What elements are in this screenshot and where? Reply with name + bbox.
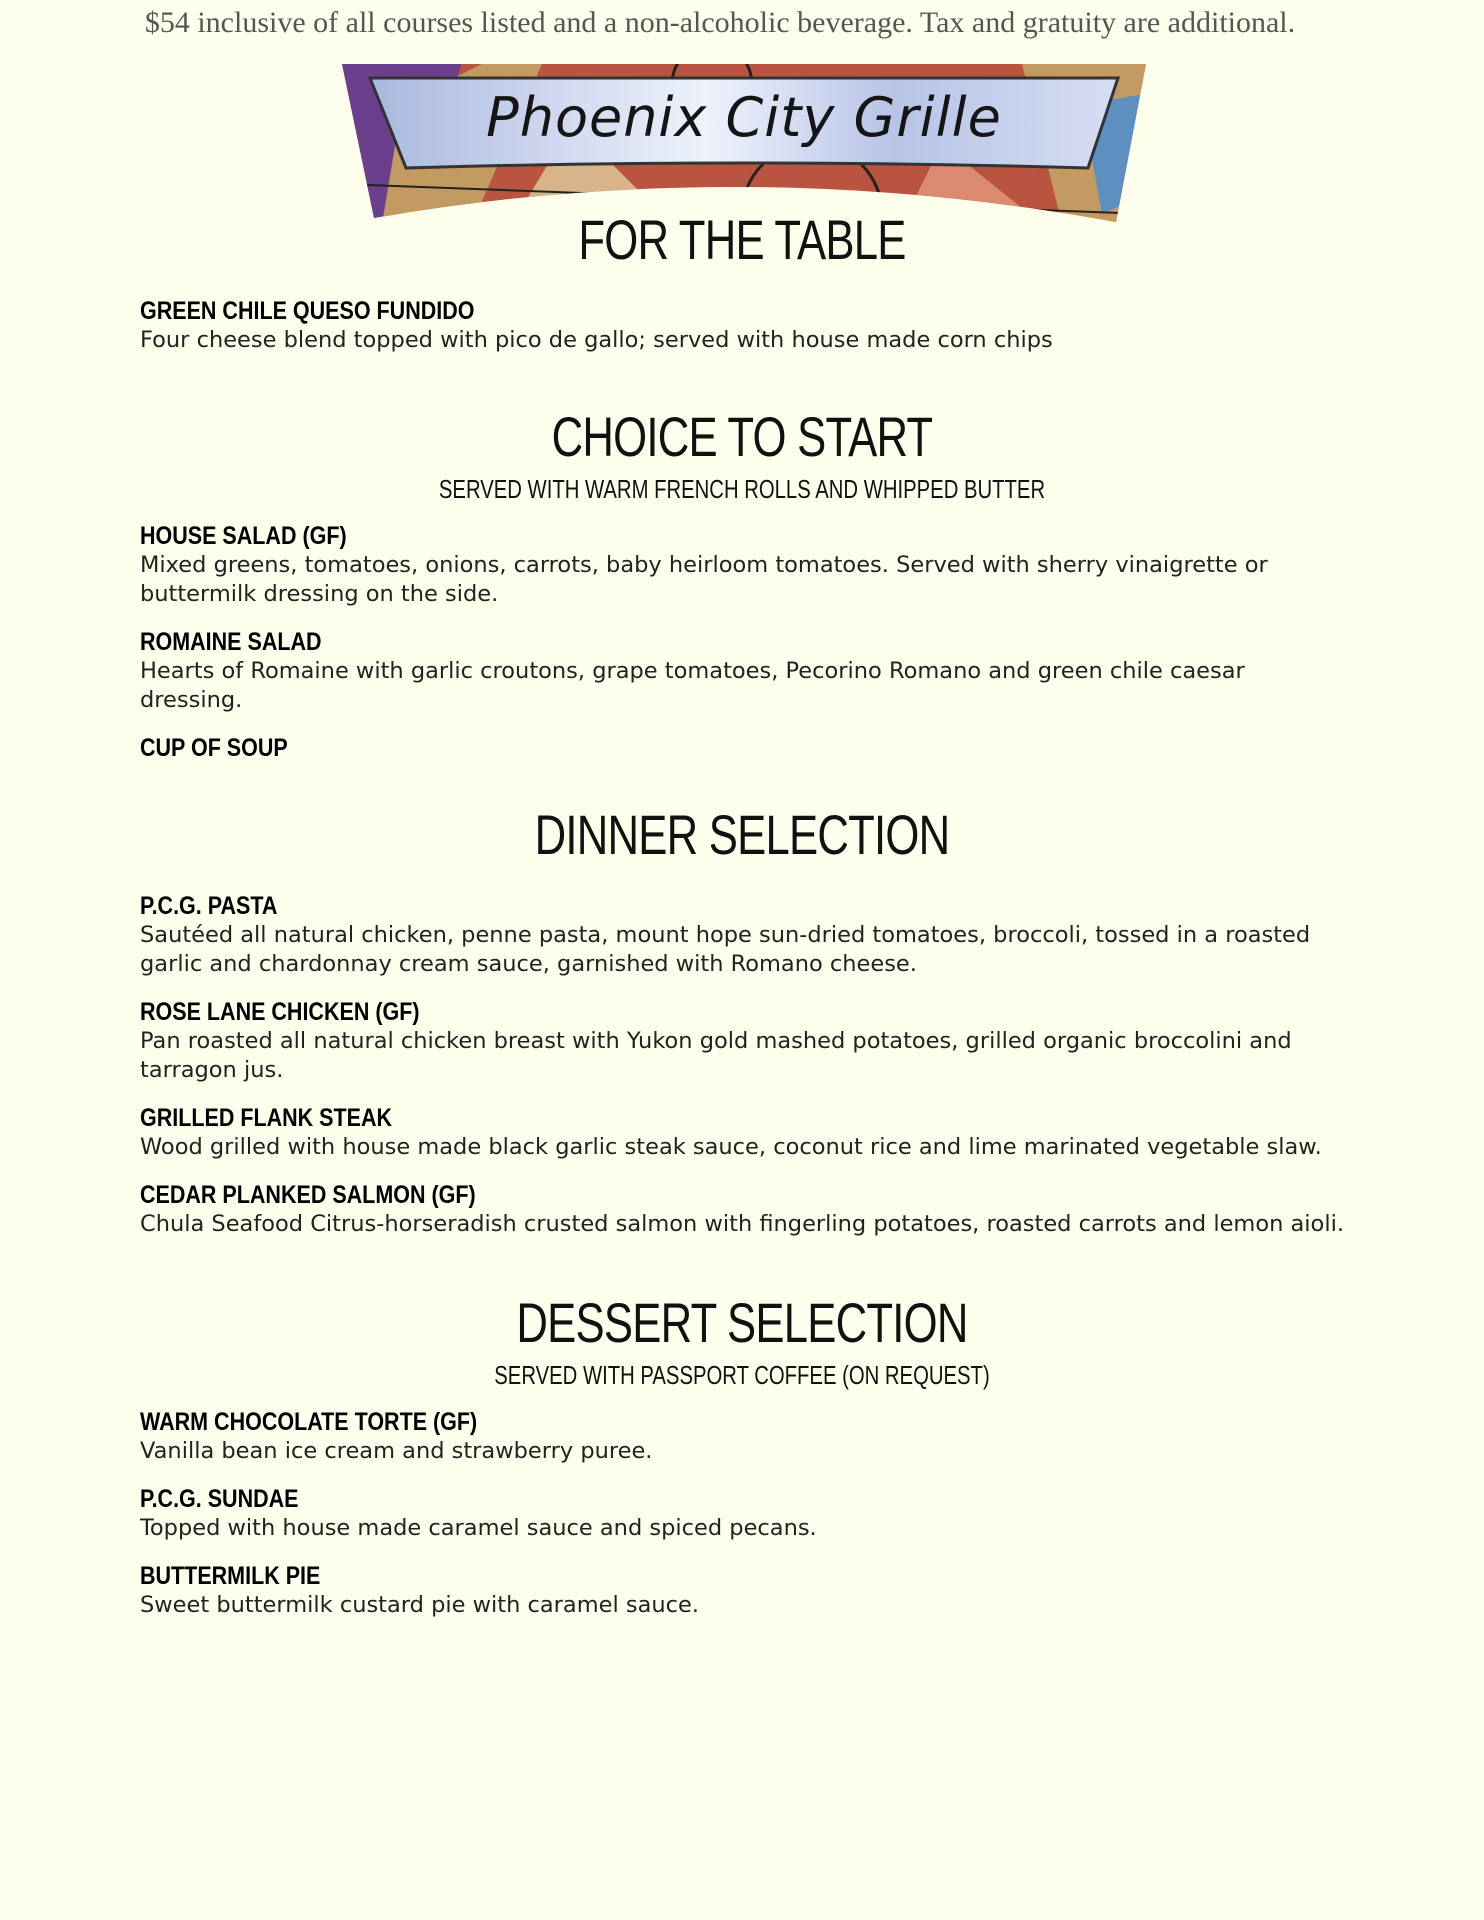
item-name: P.C.G. PASTA (140, 892, 278, 920)
logo-text: Phoenix City Grille (486, 86, 1002, 149)
menu-item (140, 891, 1344, 979)
menu-item (140, 997, 1344, 1085)
menu-item (140, 1484, 1344, 1543)
section-choice-to-start (140, 403, 1344, 763)
item-description: Chula Seafood Citrus-horseradish crusted salmon with fingerling potatoes, roasted carrots and lemon aioli. (140, 1211, 1344, 1237)
menu-item (140, 296, 1344, 355)
section-title: DINNER SELECTION (534, 803, 950, 866)
item-name: WARM CHOCOLATE TORTE (GF) (140, 1408, 478, 1436)
section-subtitle: SERVED WITH PASSPORT COFFEE (ON REQUEST) (494, 1360, 990, 1390)
item-description: Pan roasted all natural chicken breast with Yukon gold mashed potatoes, grilled organic broccolini and tarragon jus. (140, 1028, 1292, 1083)
item-name: GREEN CHILE QUESO FUNDIDO (140, 297, 475, 325)
item-name: ROSE LANE CHICKEN (GF) (140, 998, 420, 1026)
menu-item (140, 1561, 1344, 1620)
item-name: CEDAR PLANKED SALMON (GF) (140, 1181, 476, 1209)
section-title: CHOICE TO START (551, 405, 933, 468)
item-description: Hearts of Romaine with garlic croutons, grape tomatoes, Pecorino Romano and green chile caesar dressing. (140, 658, 1245, 713)
restaurant-logo (342, 64, 1146, 224)
section-for-the-table (140, 206, 1344, 355)
item-description: Vanilla bean ice cream and strawberry puree. (140, 1438, 653, 1464)
menu-item (140, 521, 1344, 609)
item-name: P.C.G. SUNDAE (140, 1485, 299, 1513)
menu-item (140, 1180, 1344, 1239)
section-dessert-selection (140, 1289, 1344, 1620)
menu-item (140, 733, 1344, 763)
menu-content (140, 206, 1344, 1620)
item-description: Mixed greens, tomatoes, onions, carrots, baby heirloom tomatoes. Served with sherry vinaigrette or buttermilk dressing on the side. (140, 552, 1268, 607)
item-name: CUP OF SOUP (140, 734, 288, 762)
menu-item (140, 1103, 1344, 1162)
item-description: Four cheese blend topped with pico de gallo; served with house made corn chips (140, 327, 1053, 353)
section-title: FOR THE TABLE (578, 208, 906, 271)
item-name: BUTTERMILK PIE (140, 1562, 321, 1590)
item-description: Sautéed all natural chicken, penne pasta, mount hope sun-dried tomatoes, broccoli, tossed in a roasted garlic and chardonnay cream sauce, garnished with Romano cheese. (140, 922, 1311, 977)
item-name: HOUSE SALAD (GF) (140, 522, 347, 550)
section-dinner-selection (140, 801, 1344, 1239)
item-name: ROMAINE SALAD (140, 628, 322, 656)
item-name: GRILLED FLANK STEAK (140, 1104, 393, 1132)
section-title: DESSERT SELECTION (516, 1291, 968, 1354)
item-description: Wood grilled with house made black garlic steak sauce, coconut rice and lime marinated vegetable slaw. (140, 1134, 1322, 1160)
menu-item (140, 627, 1344, 715)
menu-item (140, 1407, 1344, 1466)
item-description: Sweet buttermilk custard pie with caramel sauce. (140, 1592, 699, 1618)
section-subtitle: SERVED WITH WARM FRENCH ROLLS AND WHIPPED BUTTER (438, 474, 1046, 504)
price-note: $54 inclusive of all courses listed and a non-alcoholic beverage. Tax and gratuity are additional. (144, 6, 1296, 39)
item-description: Topped with house made caramel sauce and spiced pecans. (140, 1515, 817, 1541)
